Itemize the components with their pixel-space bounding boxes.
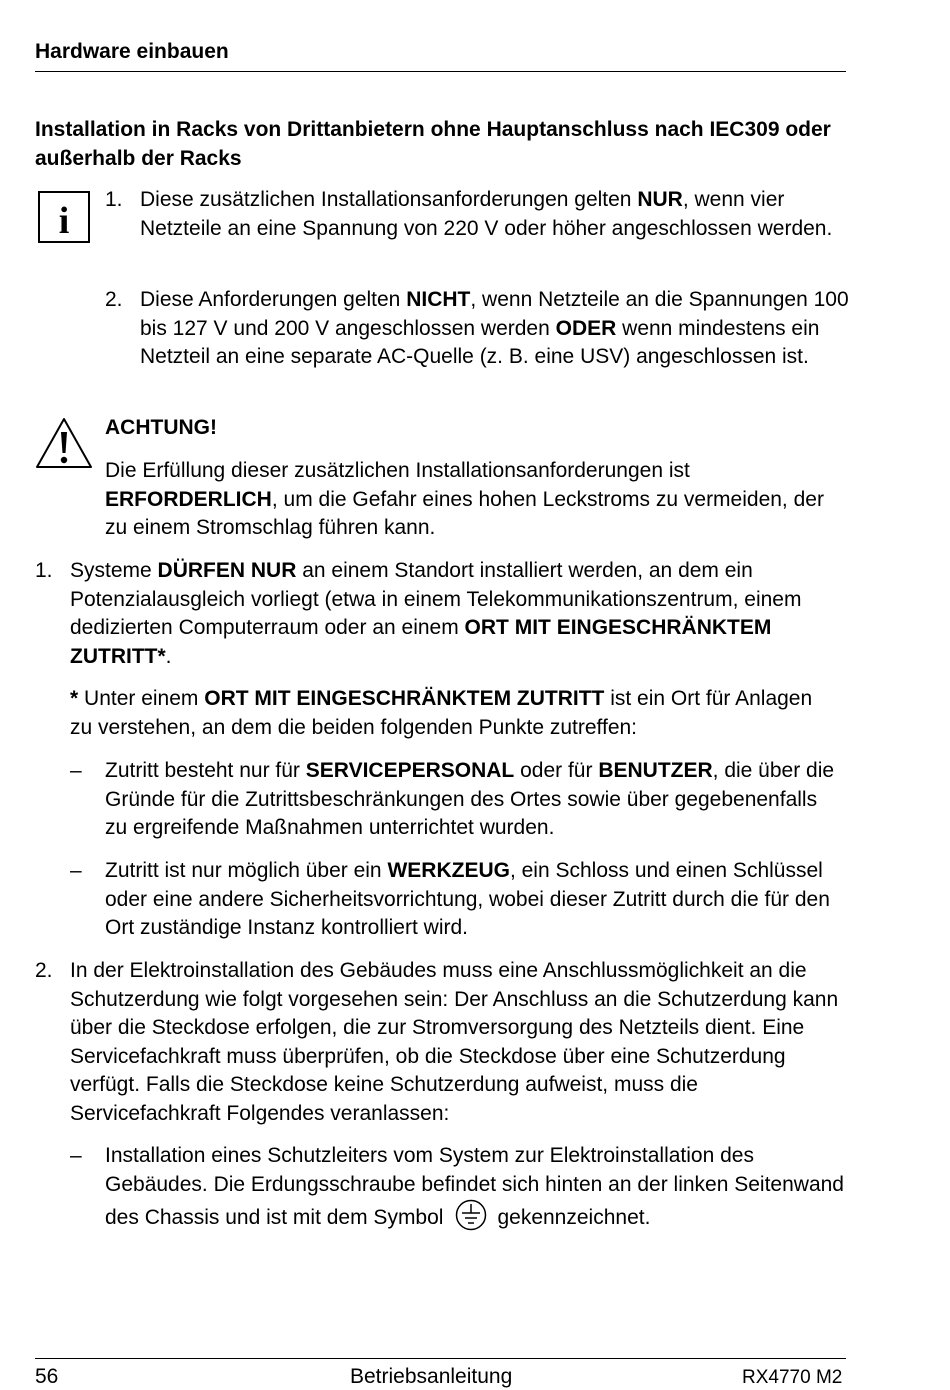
info-item-text: Diese Anforderungen gelten NICHT, wenn Netzteile an die Spannungen 100 bis 127 V und 200 V angeschlossen werden ODER wenn mindestens ein Netzteil an eine separate AC-Quelle (z. B. eine USV) angeschlossen ist.: [140, 288, 849, 368]
footnote-text: * Unter einem ORT MIT EINGESCHRÄNKTEM ZUTRITT ist ein Ort für Anlagen zu verstehen, an dem die beiden folgenden Punkte zutreffen:: [70, 687, 813, 739]
bullet-text: Zutritt ist nur möglich über ein WERKZEUG, ein Schloss und einen Schlüssel oder eine andere Sicherheitsvorrichtung, wobei dieser Zutritt durch die für den Ort zuständige Instanz kontrolliert wird.: [105, 859, 830, 939]
protective-earth-icon: [455, 1199, 487, 1240]
info-item-text: Diese zusätzlichen Installationsanforderungen gelten NUR, wenn vier Netzteile an eine Spannung von 220 V oder höher angeschlossen werden.: [140, 188, 833, 240]
document-name: Betriebsanleitung: [350, 1365, 513, 1388]
info-item-number: 1.: [105, 188, 123, 211]
step-text: In der Elektroinstallation des Gebäudes muss eine Anschlussmöglichkeit an die Schutzerdung wie folgt vorgesehen sein: Der Anschluss an die Schutzerdung kann über die Steckdose erfolgen, die zur Stromversorgung des Netzteils dient. Eine Servicefachkraft muss überprüfen, ob die Steckdose über eine Schutzerdung verfügt. Falls die Steckdose keine Schutzerdung aufweist, muss die Servicefachkraft Folgendes veranlassen:: [70, 959, 839, 1125]
bullet-dash: –: [70, 1144, 82, 1167]
info-item-number: 2.: [105, 288, 123, 311]
step-number: 2.: [35, 959, 53, 982]
caution-text: Die Erfüllung dieser zusätzlichen Installationsanforderungen ist ERFORDERLICH, um die Gefahr eines hohen Leckstroms zu vermeiden, der zu einem Stromschlag führen kann.: [105, 459, 824, 539]
bullet-dash: –: [70, 759, 82, 782]
bullet-text: Installation eines Schutzleiters vom System zur Elektroinstallation des Gebäudes. Die Erdungsschraube befindet sich hinten an der linken Seitenwand des Chassis und ist mit dem Symbol gekennzeichnet.: [105, 1142, 845, 1240]
footer-rule: [35, 1358, 846, 1359]
warning-icon: [34, 416, 94, 475]
step-text: Systeme DÜRFEN NUR an einem Standort installiert werden, an dem ein Potenzialausgleich vorliegt (etwa in einem Telekommunikationszentrum, einem dedizierten Computerraum oder an einem ORT MIT EINGESCHRÄNKTEM ZUTRITT*.: [70, 559, 802, 668]
bullet-text: Zutritt besteht nur für SERVICEPERSONAL oder für BENUTZER, die über die Gründe für die Zutrittsbeschränkungen des Ortes sowie über gegebenenfalls zu ergreifende Maßnahmen unterrichtet wurden.: [105, 759, 835, 839]
running-header: Hardware einbauen: [35, 40, 229, 63]
caution-title: ACHTUNG!: [105, 416, 217, 439]
section-title: Installation in Racks von Drittanbietern ohne Hauptanschluss nach IEC309 oder außerhalb der Racks: [35, 118, 831, 170]
bullet-dash: –: [70, 859, 82, 882]
info-icon: [38, 191, 90, 248]
svg-text:i: i: [58, 200, 70, 242]
header-rule: [35, 71, 846, 72]
model-name: RX4770 M2: [742, 1367, 843, 1388]
page-number: 56: [35, 1365, 59, 1388]
step-number: 1.: [35, 559, 53, 582]
